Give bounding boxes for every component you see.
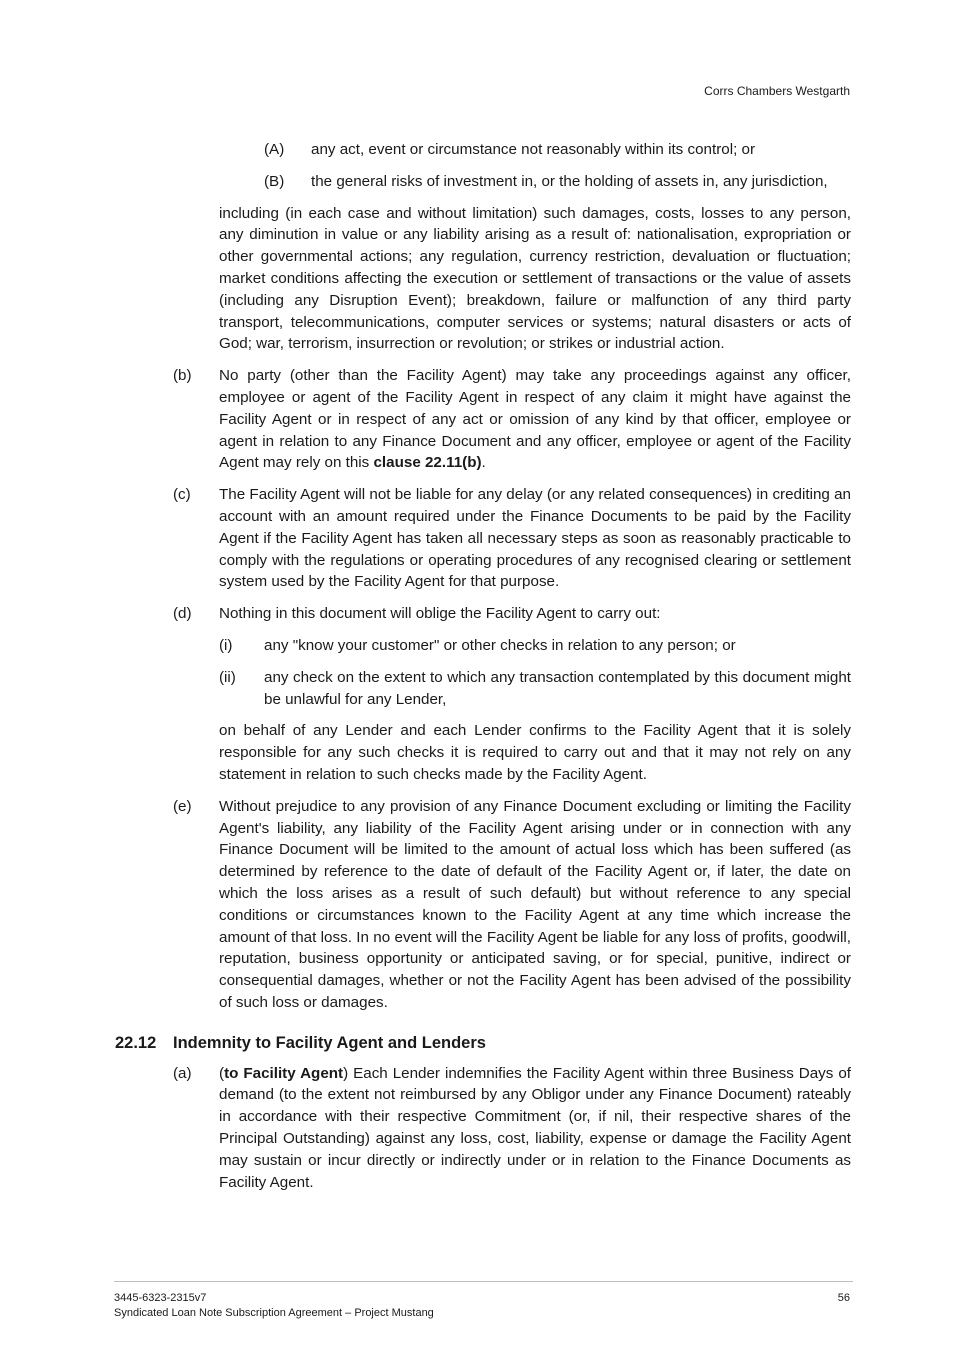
- subitem-label: (A): [264, 141, 285, 158]
- subitem-label: (i): [219, 636, 233, 654]
- subitem-text: any act, event or circumstance not reasonably within its control; or: [311, 141, 756, 158]
- item-heading: to Facility Agent: [224, 1064, 344, 1082]
- footer-left: [114, 1291, 434, 1321]
- page-header-firm: Corrs Chambers Westgarth: [704, 84, 850, 98]
- subitem-ii: [219, 667, 851, 711]
- item-label: (b): [173, 367, 192, 385]
- item-text-end: .: [481, 454, 486, 472]
- section-number: 22.12: [115, 1033, 157, 1052]
- item-text: The Facility Agent will not be liable for any delay (or any related consequences) in crediting an account with an amount required under the Finance Documents to be paid by the Facility Agent if the Facility Agent has taken all necessary steps as soon as reasonably practicable to comply with the regulations or operating procedures of any recognised clearing or settlement system used by the Facility Agent for that purpose.: [219, 486, 851, 591]
- clause-item-e: [173, 796, 851, 1014]
- section-item-a: [173, 1063, 851, 1194]
- subitem-B: [264, 171, 851, 193]
- subitem-text: the general risks of investment in, or the holding of assets in, any jurisdiction,: [311, 172, 828, 190]
- item-text: No party (other than the Facility Agent) may take any proceedings against any officer, employee or agent of the Facility Agent in respect of any claim it might have against the Facility Agent or in respect of any act or omission of any kind by that officer, employee or agent in relation to any Finance Document and any officer, employee or agent of the Facility Agent may rely on this: [219, 367, 851, 472]
- document-id: 3445-6323-2315v7: [114, 1292, 207, 1304]
- subitem-text: any check on the extent to which any transaction contemplated by this document might be unlawful for any Lender,: [264, 668, 851, 708]
- footer-divider: [114, 1281, 853, 1282]
- clause-reference: clause 22.11(b): [373, 454, 482, 472]
- subitem-A: [264, 139, 851, 161]
- clause-item-c: [173, 484, 851, 593]
- item-label: (e): [173, 797, 192, 815]
- document-body: [0, 139, 964, 1203]
- clause-item-d: [173, 603, 851, 625]
- item-label: (d): [173, 605, 192, 623]
- subitem-i: [219, 635, 851, 657]
- subitem-text: any "know your customer" or other checks in relation to any person; or: [264, 636, 736, 654]
- item-label: (c): [173, 486, 191, 504]
- subitem-label: (B): [264, 172, 285, 190]
- item-text: Nothing in this document will oblige the Facility Agent to carry out:: [219, 605, 661, 623]
- clause-item-b: [173, 365, 851, 474]
- continuation-paragraph: including (in each case and without limitation) such damages, costs, losses to any person, any diminution in value or any liability arising as a result of: nationalisation, expropriation or other governmental actions; any regulation, currency restriction, devaluation or fluctuation; market conditions affecting the execution or settlement of transactions or the value of assets (including any Disruption Event); breakdown, failure or malfunction of any third party transport, telecommunications, computer services or systems; natural disasters or acts of God; war, terrorism, insurrection or revolution; or strikes or industrial action.: [219, 204, 851, 353]
- page-number: 56: [837, 1292, 850, 1304]
- item-text: ) Each Lender indemnifies the Facility Agent within three Business Days of demand (to the extent not reimbursed by any Obligor under any Finance Document) rateably in accordance with their respective Commitment (or, if nil, their respective shares of the Principal Outstanding) against any loss, cost, liability, expense or damage the Facility Agent may sustain or incur directly or indirectly under or in relation to the Finance Documents as Facility Agent.: [219, 1064, 851, 1191]
- item-open-paren: (: [219, 1064, 225, 1082]
- section-heading: [115, 1032, 964, 1054]
- item-text: Without prejudice to any provision of any Finance Document excluding or limiting the Facility Agent's liability, any liability of the Facility Agent arising under or in connection with any Finance Document will be limited to the amount of actual loss which has been suffered (as determined by reference to the date of default of the Facility Agent or, if later, the date on which the loss arises as a result of such default) but without reference to any special conditions or circumstances known to the Facility Agent at any time which increase the amount of that loss. In no event will the Facility Agent be liable for any loss of profits, goodwill, reputation, business opportunity or anticipated saving, or for special, punitive, indirect or consequential damages, whether or not the Facility Agent has been advised of the possibility of such loss or damages.: [219, 797, 851, 1011]
- section-title: Indemnity to Facility Agent and Lenders: [173, 1033, 486, 1052]
- item-label: (a): [173, 1064, 192, 1082]
- continuation-paragraph: on behalf of any Lender and each Lender confirms to the Facility Agent that it is solely responsible for any such checks it is required to carry out and that it may not rely on any statement in relation to such checks made by the Facility Agent.: [219, 722, 851, 783]
- document-title: Syndicated Loan Note Subscription Agreement – Project Mustang: [114, 1307, 434, 1319]
- subitem-label: (ii): [219, 668, 236, 686]
